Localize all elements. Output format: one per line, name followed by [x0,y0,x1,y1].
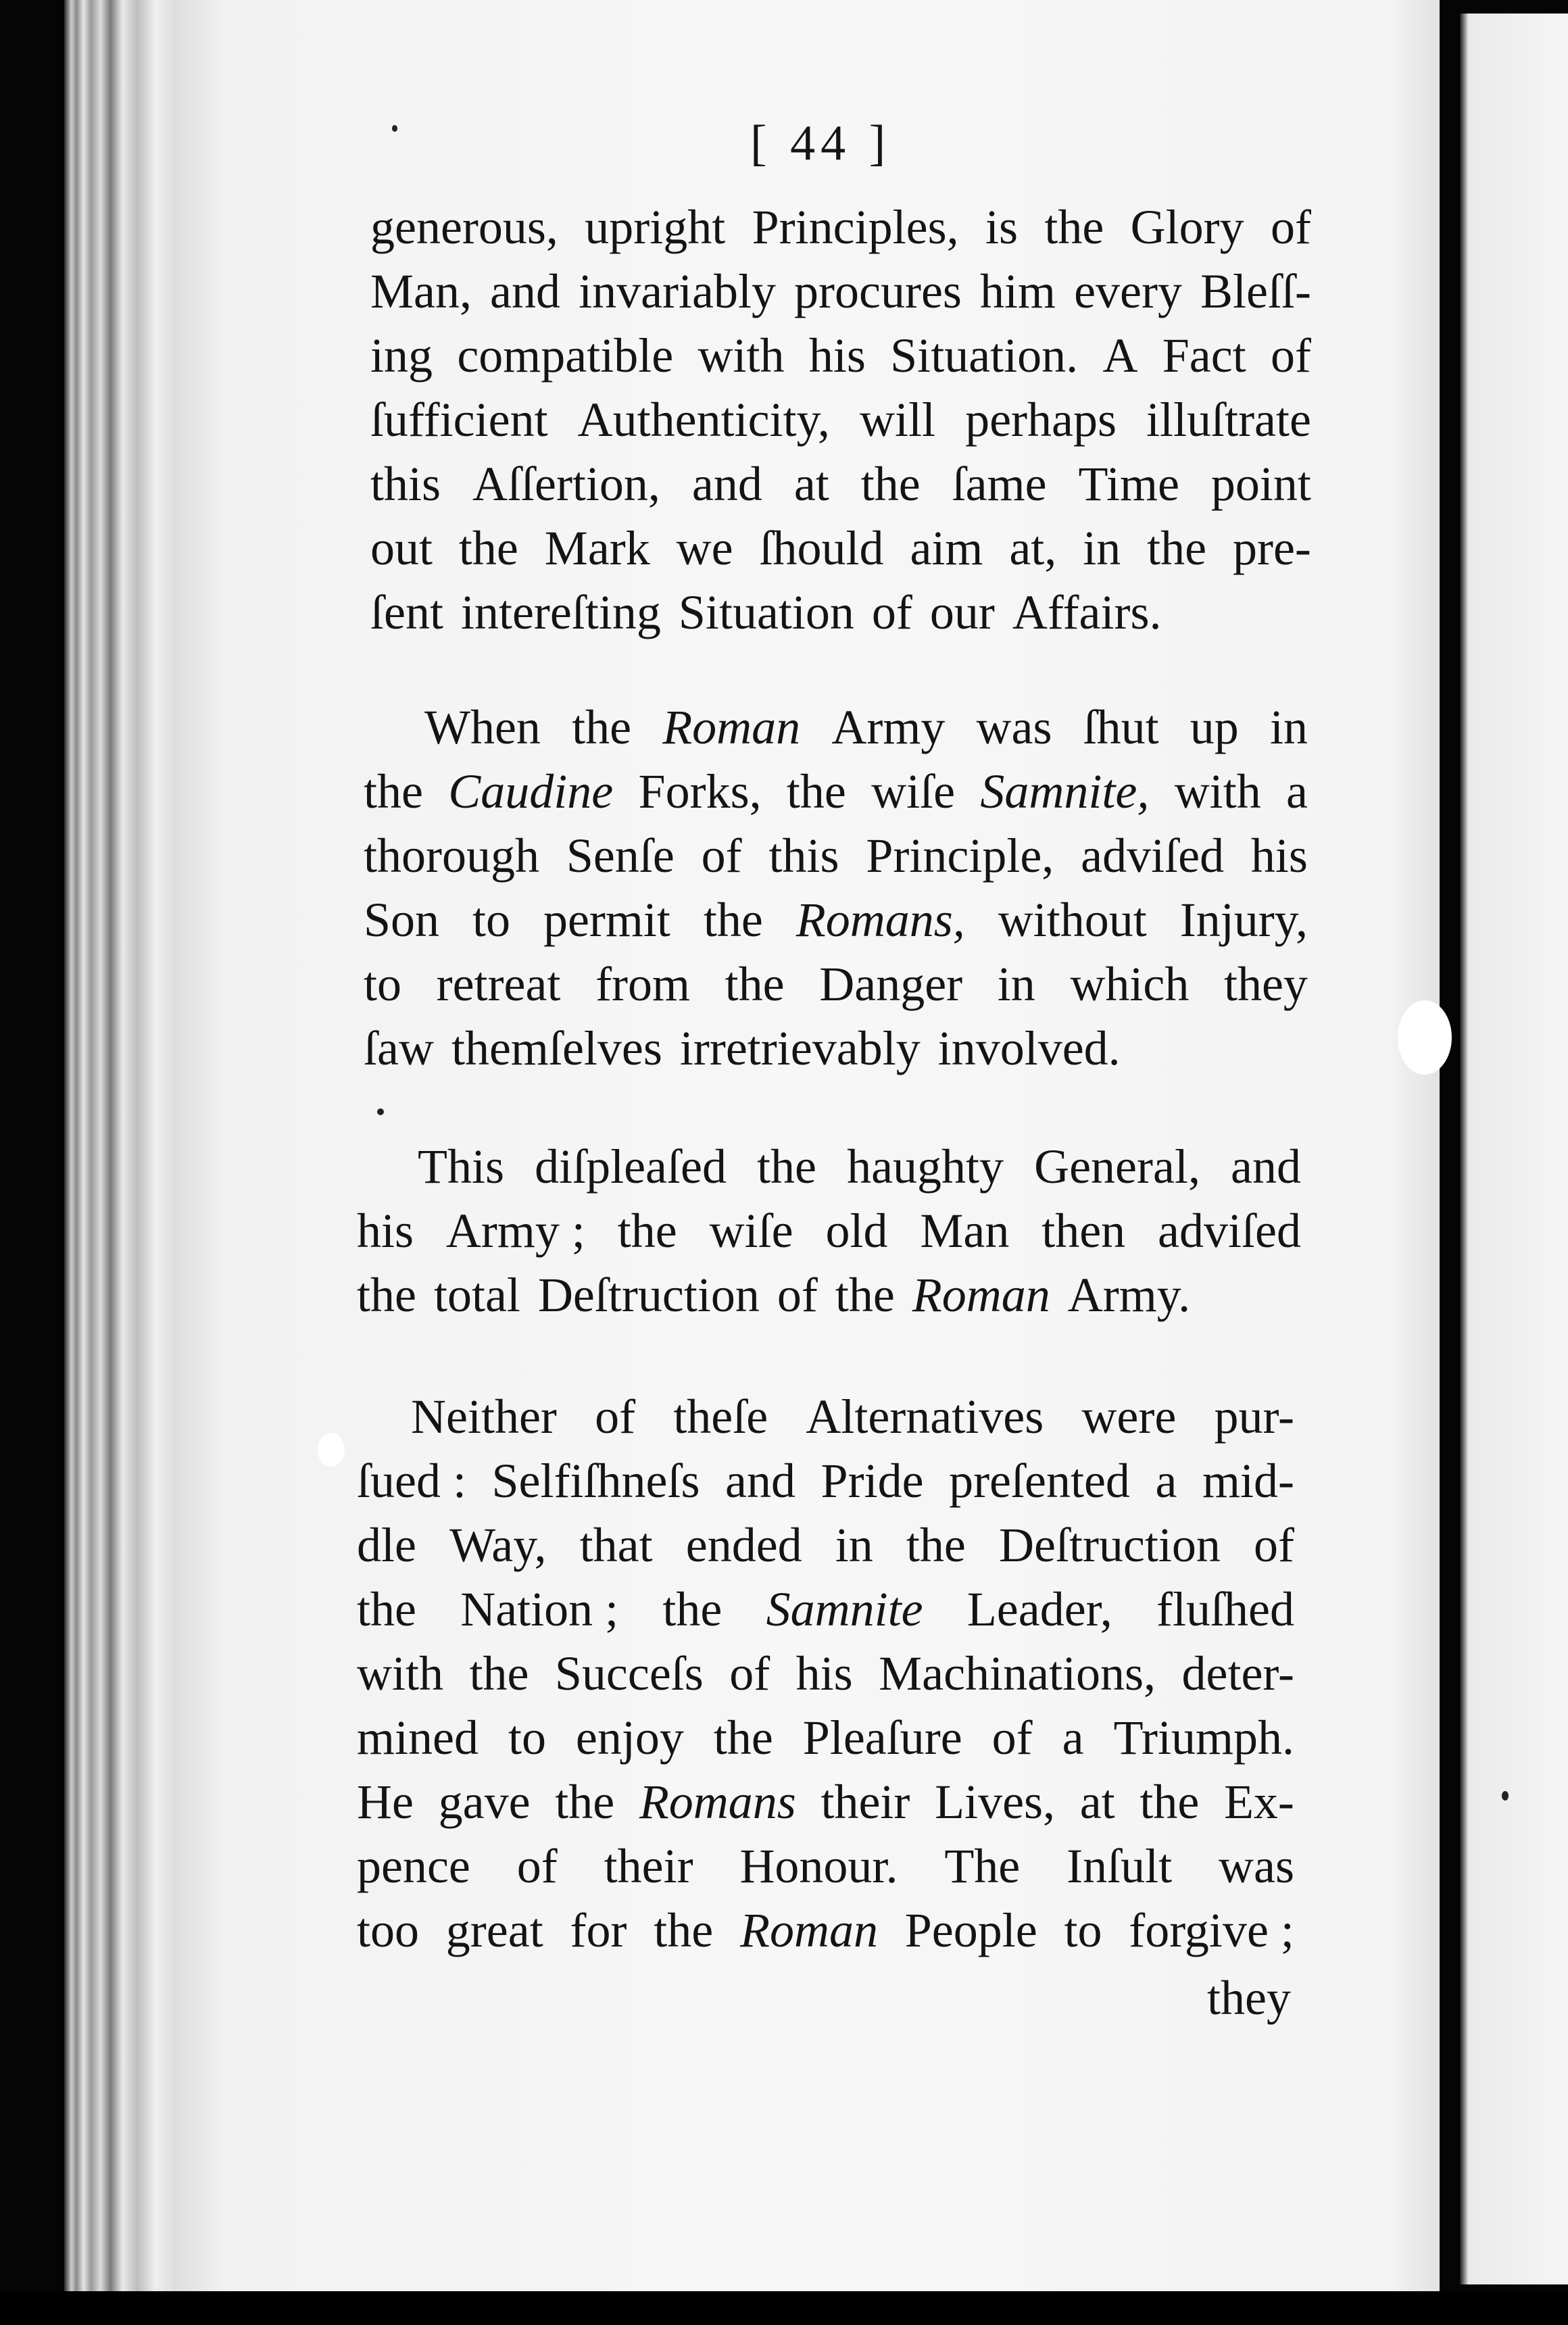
word: He [357,1775,414,1829]
word: the [364,764,423,818]
scan-speck [377,1108,384,1115]
word: our [929,585,995,639]
word: Alternatives [806,1390,1044,1444]
word: The [944,1839,1021,1893]
word: the [1140,1775,1200,1829]
word: People [904,1903,1037,1957]
word: the [357,1268,416,1322]
word: the [469,1646,529,1700]
word: Romans [639,1775,796,1829]
word: of [1254,1518,1294,1572]
word: preſented [949,1454,1130,1508]
word: thorough [364,829,539,883]
page-number: [ 44 ] [750,116,891,171]
word: the [662,1582,722,1636]
word: in [1269,700,1308,754]
word: ſued : [357,1454,466,1508]
word: at [1079,1775,1115,1829]
word: his [357,1204,414,1258]
word: Mark [544,521,650,575]
word: old [825,1204,888,1258]
word: Army [831,700,946,754]
word: with [357,1646,444,1700]
word: When [424,700,541,754]
word: and [1231,1140,1301,1194]
word: we [676,521,733,575]
word: and [490,264,561,318]
word: generous, [370,200,558,254]
word: from [595,957,691,1011]
word: the [786,764,846,818]
word: Man, [370,264,472,318]
word: Roman [739,1903,878,1957]
word: to [472,893,511,947]
word: in [1083,521,1121,575]
word: Samnite, [980,764,1150,818]
word: Triumph. [1113,1711,1294,1765]
word: compatible [457,328,674,383]
word: a [1155,1454,1177,1508]
word: were [1081,1390,1177,1444]
text-line [370,521,1311,575]
text-line [370,264,1311,318]
word: the [654,1903,714,1957]
word: A [1102,328,1138,383]
word: and [725,1454,795,1508]
word: Injury, [1179,893,1308,947]
word: Way, [449,1518,547,1572]
text-line [364,829,1308,883]
word: of [777,1268,818,1322]
word: great [445,1903,543,1957]
word: this [768,829,839,883]
word: Time [1078,457,1179,511]
word: of [516,1839,558,1893]
word: diſpleaſed [535,1140,727,1194]
word: adviſed [1158,1204,1301,1258]
word: his [795,1646,853,1700]
word: the [757,1140,816,1194]
word: the [1044,200,1104,254]
word: too [357,1903,420,1957]
word: was [1219,1839,1294,1893]
word: perhaps [965,393,1117,447]
word: This [418,1140,505,1194]
word: Army. [1067,1268,1191,1322]
word: him [980,264,1056,318]
word: haughty [847,1140,1004,1194]
word: Caudine [448,764,614,818]
word: Ex- [1223,1775,1294,1829]
word: in [835,1518,873,1572]
word: wiſe [709,1204,793,1258]
word: a [1286,764,1308,818]
word: retreat [436,957,561,1011]
text-line [370,200,1311,254]
word: aim [910,521,983,575]
word: the [357,1582,416,1636]
word: Man [920,1204,1010,1258]
word: up [1190,700,1239,754]
word: forgive ; [1129,1903,1294,1957]
text-line [357,1582,1294,1636]
word: ſufficient [370,393,548,447]
word: total [433,1268,520,1322]
word: ſhould [759,521,884,575]
word: Inſult [1067,1839,1173,1893]
word: the [860,457,921,511]
word: Roman [662,700,801,754]
text-line [357,1204,1301,1258]
word: ſhut [1083,700,1159,754]
word: adviſed [1081,829,1225,883]
word: Authenticity, [577,393,830,447]
word: irretrievably [679,1021,921,1075]
word: intereſting [460,585,661,639]
word: themſelves [451,1021,662,1075]
word: with [697,328,785,383]
word: his [808,328,866,383]
word: General, [1034,1140,1200,1194]
word: of [595,1390,636,1444]
text-line [370,393,1311,447]
word: ſent [370,585,443,639]
word: Selfiſhneſs [491,1454,700,1508]
word: Fact [1162,328,1246,383]
text-line [357,1903,1294,1957]
word: procures [794,264,962,318]
word: the [1147,521,1207,575]
word: to [1064,1903,1102,1957]
text-line [411,1390,1294,1444]
word: Affairs. [1012,585,1162,639]
word: Son [364,893,440,947]
text-line [364,893,1308,947]
text-line [357,1775,1294,1829]
word: Aſſertion, [472,457,660,511]
word: then [1042,1204,1126,1258]
word: pence [357,1839,470,1893]
word: at, [1009,521,1057,575]
word: the [725,957,785,1011]
word: of [701,829,742,883]
word: was [976,700,1052,754]
word: Roman [912,1268,1050,1322]
word: the [617,1204,677,1258]
word: of [871,585,912,639]
word: Pride [820,1454,924,1508]
word: gave [438,1775,531,1829]
word: Deſtruction [537,1268,760,1322]
word: is [985,200,1018,254]
word: which [1070,957,1190,1011]
word: permit [543,893,670,947]
word: that [579,1518,653,1572]
text-line [370,585,1311,639]
word: ended [685,1518,802,1572]
word: Honour. [739,1839,898,1893]
word: this [370,457,441,511]
catchword [1190,1971,1291,2025]
word: deter- [1181,1646,1294,1700]
word: the [458,521,518,575]
word: Glory [1130,200,1244,254]
word: of [1271,200,1311,254]
word: Pleaſure [802,1711,962,1765]
word: Bleſſ- [1200,264,1311,318]
text-line [357,1268,1301,1322]
word: their [820,1775,910,1829]
word: Machinations, [879,1646,1156,1700]
word: Situation. [890,328,1079,383]
word: Neither [411,1390,557,1444]
scan-speck [1502,1791,1509,1801]
word: involved. [937,1021,1121,1075]
word: mined [357,1711,479,1765]
word: of [729,1646,770,1700]
word: for [570,1903,627,1957]
word: fluſhed [1156,1582,1294,1636]
text-line [357,1518,1294,1572]
word: at [793,457,829,511]
catchword-text: they [1207,1971,1291,2025]
word: to [364,957,402,1011]
word: Succeſs [554,1646,704,1700]
word: pre- [1232,521,1311,575]
word: a [1062,1711,1084,1765]
word: wiſe [871,764,956,818]
word: invariably [579,264,776,318]
word: Forks, [638,764,762,818]
word: of [1271,328,1311,383]
word: theſe [673,1390,768,1444]
text-line [418,1140,1301,1194]
text-line [370,328,1311,383]
word: the [906,1518,966,1572]
text-line [357,1711,1294,1765]
text-line [364,957,1308,1011]
word: Army ; [445,1204,585,1258]
word: the [703,893,763,947]
text-line [357,1839,1294,1893]
word: their [604,1839,693,1893]
word: the [555,1775,615,1829]
word: point [1210,457,1311,511]
scan-blot [1398,1000,1452,1075]
word: will [859,393,935,447]
word: Leader, [966,1582,1112,1636]
word: enjoy [575,1711,684,1765]
word: in [997,957,1035,1011]
word: Lives, [935,1775,1056,1829]
word: out [370,521,433,575]
word: ſaw [364,1021,434,1075]
word: ing [370,328,433,383]
word: every [1074,264,1182,318]
scan-speck [392,125,397,132]
word: pur- [1214,1390,1294,1444]
text-line [357,1646,1294,1700]
word: Deſtruction [998,1518,1221,1572]
word: Principle, [866,829,1054,883]
word: with [1174,764,1261,818]
text-line [364,764,1308,818]
text-line [357,1454,1294,1508]
word: upright [585,200,726,254]
text-line [424,700,1308,754]
word: the [572,700,632,754]
word: his [1250,829,1308,883]
word: Samnite [766,1582,923,1636]
word: Situation [678,585,854,639]
word: Senſe [566,829,675,883]
word: without [998,893,1147,947]
text-line [370,457,1311,511]
word: Romans, [795,893,965,947]
word: mid- [1202,1454,1294,1508]
word: they [1223,957,1308,1011]
word: of [991,1711,1033,1765]
word: illuſtrate [1146,393,1311,447]
word: and [691,457,762,511]
word: ſame [952,457,1047,511]
word: Danger [819,957,963,1011]
scan-blot [318,1433,345,1467]
word: dle [357,1518,416,1572]
word: to [508,1711,546,1765]
word: the [835,1268,895,1322]
word: Nation ; [460,1582,619,1636]
word: Principles, [752,200,959,254]
text-line [364,1021,1308,1075]
word: the [713,1711,773,1765]
